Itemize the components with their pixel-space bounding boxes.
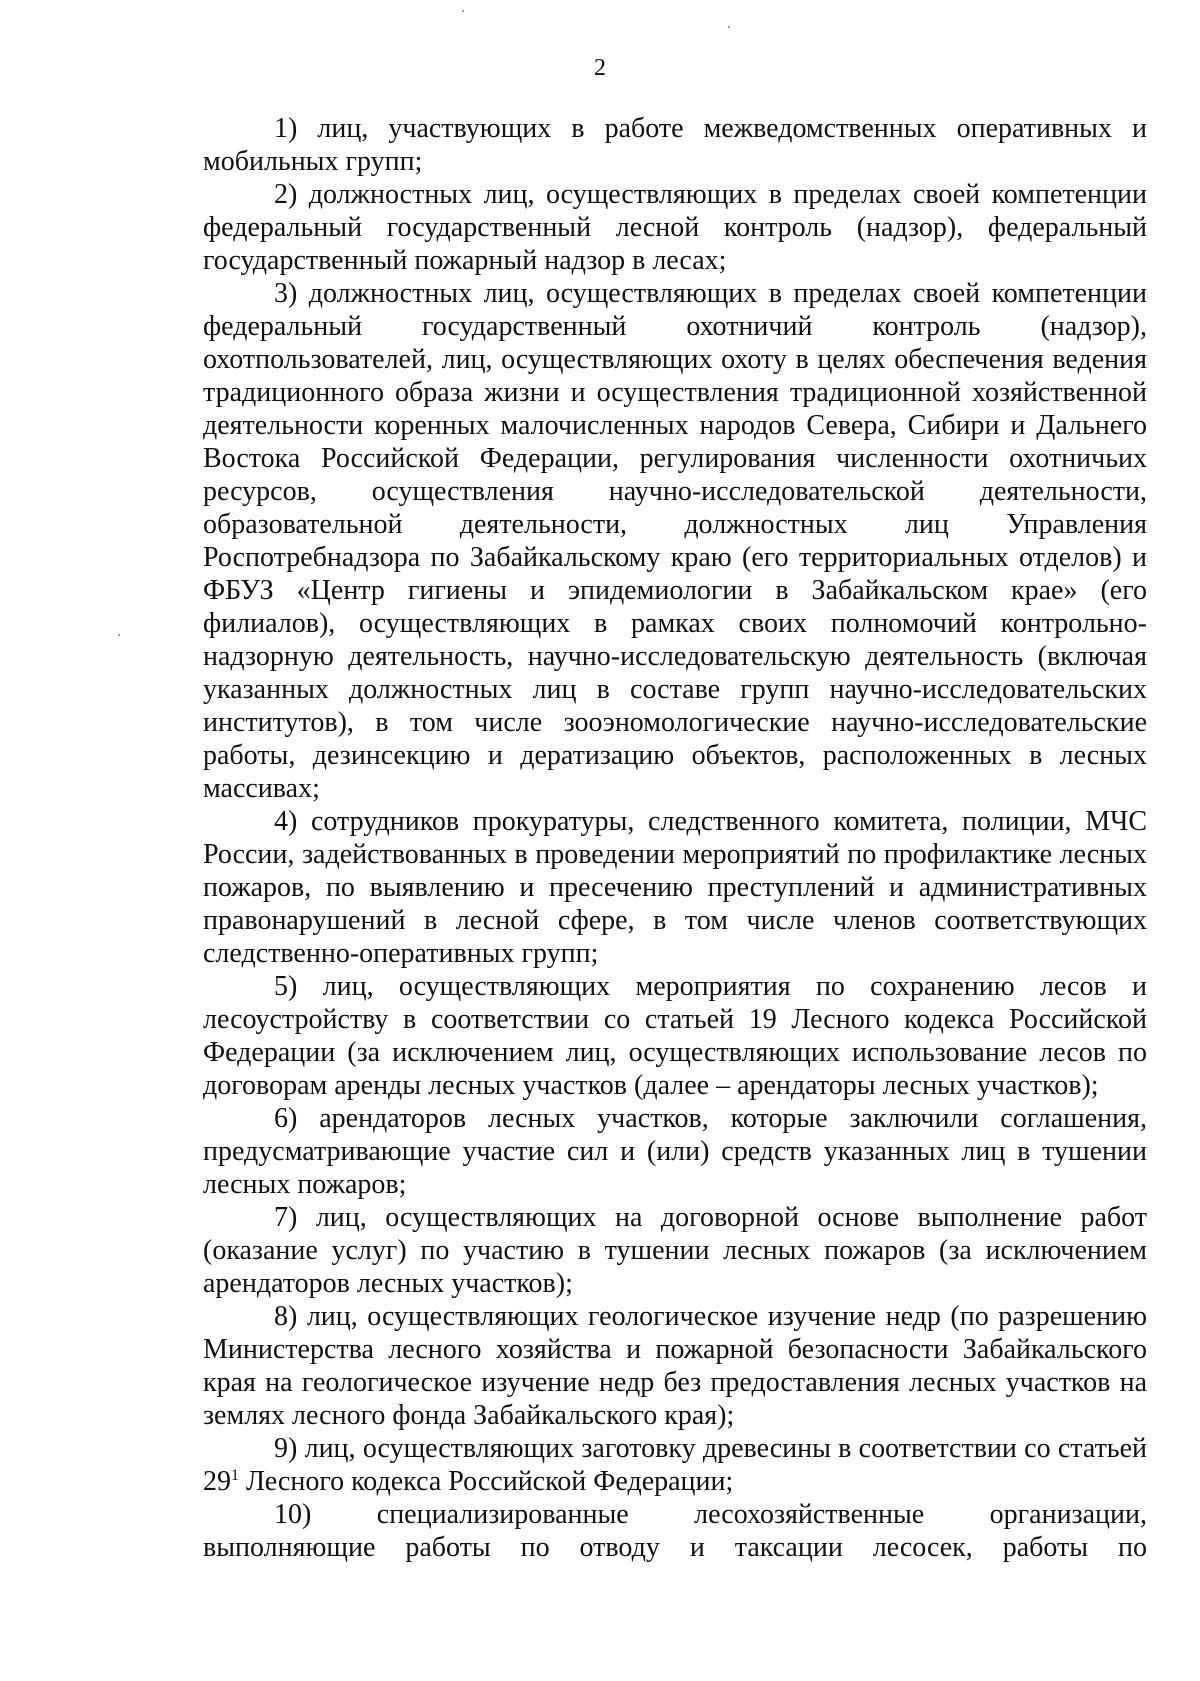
scan-speck xyxy=(118,634,120,636)
scan-speck xyxy=(728,26,730,28)
scan-speck xyxy=(462,10,464,12)
page-number: 2 xyxy=(594,55,606,81)
document-body xyxy=(203,112,1147,1564)
list-item-text: 9) лиц, осуществляющих заготовку древесины в соответствии со статьей 29 xyxy=(203,1433,1147,1497)
list-item: 3) должностных лиц, осуществляющих в пределах своей компетенции федеральный государственный охотничий контроль (надзор), охотпользователей, лиц, осуществляющих охоту в целях обеспечения ведения традиционного образа жизни и осуществления традиционной хозяйственной деятельности коренных малочисленных народов Севера, Сибири и Дальнего Востока Российской Федерации, регулирования численности охотничьих ресурсов, осуществления научно-исследовательской деятельности, образовательной деятельности, должностных лиц Управления Роспотребнадзора по Забайкальскому краю (его территориальных отделов) и ФБУЗ «Центр гигиены и эпидемиологии в Забайкальском крае» (его филиалов), осуществляющих в рамках своих полномочий контрольно-надзорную деятельность, научно-исследовательскую деятельность (включая указанных должностных лиц в составе групп научно-исследовательских институтов), в том числе зооэномологические научно-исследовательские работы, дезинсекцию и дератизацию объектов, расположенных в лесных массивах; xyxy=(203,278,1147,804)
list-item: 7) лиц, осуществляющих на договорной основе выполнение работ (оказание услуг) по участию в тушении лесных пожаров (за исключением арендаторов лесных участков); xyxy=(203,1202,1147,1299)
superscript-marker: 1 xyxy=(231,1467,239,1484)
list-item xyxy=(203,1432,1147,1498)
list-item: 8) лиц, осуществляющих геологическое изучение недр (по разрешению Министерства лесного хозяйства и пожарной безопасности Забайкальского края на геологическое изучение недр без предоставления лесных участков на землях лесного фонда Забайкальского края); xyxy=(203,1301,1147,1431)
list-item-text: Лесного кодекса Российской Федерации; xyxy=(239,1466,734,1497)
list-item: 6) арендаторов лесных участков, которые заключили соглашения, предусматривающие участие сил и (или) средств указанных лиц в тушении лесных пожаров; xyxy=(203,1103,1147,1200)
list-item: 10) специализированные лесохозяйственные организации, выполняющие работы по отводу и таксации лесосек, работы по xyxy=(203,1499,1147,1563)
list-item: 1) лиц, участвующих в работе межведомственных оперативных и мобильных групп; xyxy=(203,113,1147,177)
list-item: 2) должностных лиц, осуществляющих в пределах своей компетенции федеральный государственный лесной контроль (надзор), федеральный государственный пожарный надзор в лесах; xyxy=(203,179,1147,276)
list-item: 4) сотрудников прокуратуры, следственного комитета, полиции, МЧС России, задействованных в проведении мероприятий по профилактике лесных пожаров, по выявлению и пресечению преступлений и административных правонарушений в лесной сфере, в том числе членов соответствующих следственно-оперативных групп; xyxy=(203,806,1147,969)
list-item: 5) лиц, осуществляющих мероприятия по сохранению лесов и лесоустройству в соответствии со статьей 19 Лесного кодекса Российской Федерации (за исключением лиц, осуществляющих использование лесов по договорам аренды лесных участков (далее – арендаторы лесных участков); xyxy=(203,971,1147,1101)
